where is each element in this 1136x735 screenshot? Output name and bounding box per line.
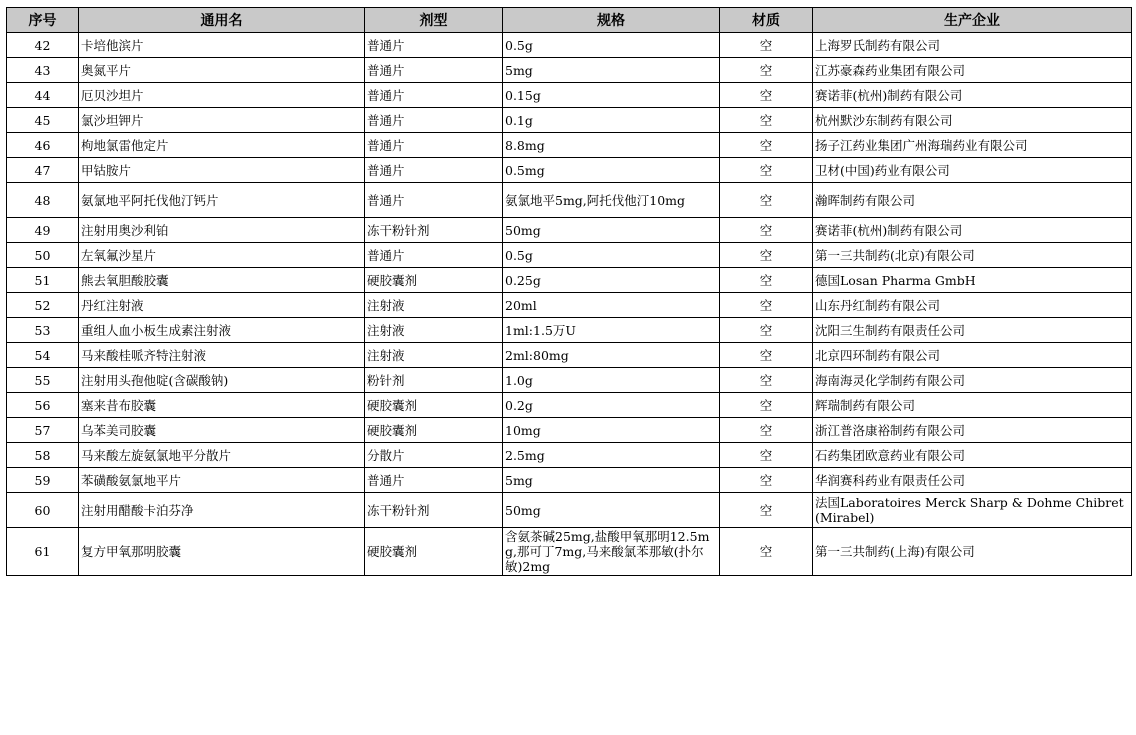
- table-row: [7, 158, 1132, 183]
- cell-maker[interactable]: 第一三共制药(北京)有限公司: [813, 243, 1132, 268]
- cell-spec[interactable]: 20ml: [503, 293, 720, 318]
- cell-form[interactable]: 粉针剂: [365, 368, 503, 393]
- cell-maker[interactable]: 赛诺菲(杭州)制药有限公司: [813, 83, 1132, 108]
- cell-maker[interactable]: 沈阳三生制药有限责任公司: [813, 318, 1132, 343]
- cell-no[interactable]: 59: [7, 468, 79, 493]
- cell-form[interactable]: 普通片: [365, 108, 503, 133]
- cell-name[interactable]: 左氧氟沙星片: [79, 243, 365, 268]
- drug-list-table: [6, 7, 1132, 576]
- cell-name[interactable]: 甲钴胺片: [79, 158, 365, 183]
- cell-material[interactable]: 空: [720, 183, 813, 218]
- cell-spec[interactable]: 0.5mg: [503, 158, 720, 183]
- cell-material[interactable]: 空: [720, 468, 813, 493]
- table-row: [7, 83, 1132, 108]
- cell-no[interactable]: 43: [7, 58, 79, 83]
- table-row: [7, 58, 1132, 83]
- cell-no[interactable]: 50: [7, 243, 79, 268]
- cell-no[interactable]: 45: [7, 108, 79, 133]
- table-row: [7, 268, 1132, 293]
- table-row: [7, 293, 1132, 318]
- cell-spec[interactable]: 2.5mg: [503, 443, 720, 468]
- cell-form[interactable]: 硬胶囊剂: [365, 418, 503, 443]
- table-row: [7, 343, 1132, 368]
- table-row: [7, 468, 1132, 493]
- cell-no[interactable]: 61: [7, 528, 79, 576]
- table-row: [7, 183, 1132, 218]
- cell-form[interactable]: 普通片: [365, 468, 503, 493]
- cell-material[interactable]: 空: [720, 243, 813, 268]
- cell-maker[interactable]: 上海罗氏制药有限公司: [813, 33, 1132, 58]
- table-row: [7, 368, 1132, 393]
- cell-spec[interactable]: 0.2g: [503, 393, 720, 418]
- cell-form[interactable]: 普通片: [365, 133, 503, 158]
- cell-no[interactable]: 46: [7, 133, 79, 158]
- header-cell-name[interactable]: 通用名: [79, 8, 365, 33]
- cell-name[interactable]: 苯磺酸氨氯地平片: [79, 468, 365, 493]
- cell-name[interactable]: 氨氯地平阿托伐他汀钙片: [79, 183, 365, 218]
- cell-material[interactable]: 空: [720, 58, 813, 83]
- table-row: [7, 493, 1132, 528]
- table-row: [7, 393, 1132, 418]
- cell-name[interactable]: 乌苯美司胶囊: [79, 418, 365, 443]
- cell-no[interactable]: 52: [7, 293, 79, 318]
- header-cell-spec[interactable]: 规格: [503, 8, 720, 33]
- cell-maker[interactable]: 北京四环制药有限公司: [813, 343, 1132, 368]
- cell-no[interactable]: 44: [7, 83, 79, 108]
- table-row: [7, 33, 1132, 58]
- cell-name[interactable]: 马来酸左旋氨氯地平分散片: [79, 443, 365, 468]
- cell-name[interactable]: 丹红注射液: [79, 293, 365, 318]
- cell-maker[interactable]: 华润赛科药业有限责任公司: [813, 468, 1132, 493]
- cell-spec[interactable]: 1.0g: [503, 368, 720, 393]
- cell-material[interactable]: 空: [720, 33, 813, 58]
- cell-name[interactable]: 熊去氧胆酸胶囊: [79, 268, 365, 293]
- cell-name[interactable]: 马来酸桂哌齐特注射液: [79, 343, 365, 368]
- cell-form[interactable]: 硬胶囊剂: [365, 393, 503, 418]
- cell-spec[interactable]: 50mg: [503, 493, 720, 528]
- cell-form[interactable]: 注射液: [365, 293, 503, 318]
- cell-material[interactable]: 空: [720, 158, 813, 183]
- cell-material[interactable]: 空: [720, 293, 813, 318]
- cell-maker[interactable]: 海南海灵化学制药有限公司: [813, 368, 1132, 393]
- cell-form[interactable]: 分散片: [365, 443, 503, 468]
- cell-maker[interactable]: 卫材(中国)药业有限公司: [813, 158, 1132, 183]
- cell-spec[interactable]: 0.1g: [503, 108, 720, 133]
- cell-form[interactable]: 冻干粉针剂: [365, 493, 503, 528]
- table-row: [7, 418, 1132, 443]
- cell-spec[interactable]: 5mg: [503, 58, 720, 83]
- table-row: [7, 218, 1132, 243]
- cell-spec[interactable]: 8.8mg: [503, 133, 720, 158]
- header-cell-material[interactable]: 材质: [720, 8, 813, 33]
- cell-form[interactable]: 普通片: [365, 33, 503, 58]
- cell-maker[interactable]: 杭州默沙东制药有限公司: [813, 108, 1132, 133]
- cell-material[interactable]: 空: [720, 368, 813, 393]
- cell-no[interactable]: 56: [7, 393, 79, 418]
- cell-name[interactable]: 卡培他滨片: [79, 33, 365, 58]
- cell-name[interactable]: 奥氮平片: [79, 58, 365, 83]
- cell-name[interactable]: 复方甲氧那明胶囊: [79, 528, 365, 576]
- cell-name[interactable]: 枸地氯雷他定片: [79, 133, 365, 158]
- cell-maker[interactable]: 山东丹红制药有限公司: [813, 293, 1132, 318]
- table-row: [7, 108, 1132, 133]
- cell-maker[interactable]: 瀚晖制药有限公司: [813, 183, 1132, 218]
- cell-form[interactable]: 硬胶囊剂: [365, 268, 503, 293]
- cell-maker[interactable]: 第一三共制药(上海)有限公司: [813, 528, 1132, 576]
- cell-material[interactable]: 空: [720, 218, 813, 243]
- table-row: [7, 318, 1132, 343]
- cell-material[interactable]: 空: [720, 528, 813, 576]
- cell-no[interactable]: 54: [7, 343, 79, 368]
- cell-form[interactable]: 普通片: [365, 243, 503, 268]
- cell-spec[interactable]: 0.5g: [503, 243, 720, 268]
- cell-no[interactable]: 47: [7, 158, 79, 183]
- cell-spec[interactable]: 50mg: [503, 218, 720, 243]
- cell-material[interactable]: 空: [720, 343, 813, 368]
- cell-name[interactable]: 注射用头孢他啶(含碳酸钠): [79, 368, 365, 393]
- cell-spec[interactable]: 5mg: [503, 468, 720, 493]
- cell-name[interactable]: 氯沙坦钾片: [79, 108, 365, 133]
- cell-no[interactable]: 58: [7, 443, 79, 468]
- cell-spec[interactable]: 0.5g: [503, 33, 720, 58]
- cell-spec[interactable]: 10mg: [503, 418, 720, 443]
- cell-form[interactable]: 普通片: [365, 183, 503, 218]
- cell-no[interactable]: 55: [7, 368, 79, 393]
- cell-name[interactable]: 注射用奥沙利铂: [79, 218, 365, 243]
- cell-no[interactable]: 51: [7, 268, 79, 293]
- cell-no[interactable]: 42: [7, 33, 79, 58]
- cell-material[interactable]: 空: [720, 83, 813, 108]
- cell-no[interactable]: 49: [7, 218, 79, 243]
- cell-material[interactable]: 空: [720, 268, 813, 293]
- cell-spec[interactable]: 氨氯地平5mg,阿托伐他汀10mg: [503, 183, 720, 218]
- cell-form[interactable]: 普通片: [365, 58, 503, 83]
- header-cell-maker[interactable]: 生产企业: [813, 8, 1132, 33]
- cell-material[interactable]: 空: [720, 493, 813, 528]
- cell-no[interactable]: 53: [7, 318, 79, 343]
- cell-name[interactable]: 注射用醋酸卡泊芬净: [79, 493, 365, 528]
- cell-form[interactable]: 硬胶囊剂: [365, 528, 503, 576]
- cell-form[interactable]: 普通片: [365, 83, 503, 108]
- cell-material[interactable]: 空: [720, 393, 813, 418]
- cell-no[interactable]: 57: [7, 418, 79, 443]
- table-row: [7, 443, 1132, 468]
- cell-form[interactable]: 冻干粉针剂: [365, 218, 503, 243]
- cell-maker[interactable]: 法国Laboratoires Merck Sharp & Dohme Chibret (Mirabel): [813, 493, 1132, 528]
- cell-material[interactable]: 空: [720, 443, 813, 468]
- cell-material[interactable]: 空: [720, 108, 813, 133]
- cell-no[interactable]: 60: [7, 493, 79, 528]
- cell-spec[interactable]: 含氨茶碱25mg,盐酸甲氧那明12.5mg,那可丁7mg,马来酸氯苯那敏(扑尔敏)2mg: [503, 528, 720, 576]
- cell-maker[interactable]: 德国Losan Pharma GmbH: [813, 268, 1132, 293]
- header-row: [7, 8, 1132, 33]
- cell-maker[interactable]: 江苏豪森药业集团有限公司: [813, 58, 1132, 83]
- cell-material[interactable]: 空: [720, 133, 813, 158]
- header-cell-no[interactable]: 序号: [7, 8, 79, 33]
- cell-maker[interactable]: 扬子江药业集团广州海瑞药业有限公司: [813, 133, 1132, 158]
- cell-material[interactable]: 空: [720, 318, 813, 343]
- cell-spec[interactable]: 2ml:80mg: [503, 343, 720, 368]
- cell-material[interactable]: 空: [720, 418, 813, 443]
- header-cell-form[interactable]: 剂型: [365, 8, 503, 33]
- cell-form[interactable]: 普通片: [365, 158, 503, 183]
- cell-spec[interactable]: 0.15g: [503, 83, 720, 108]
- cell-maker[interactable]: 赛诺菲(杭州)制药有限公司: [813, 218, 1132, 243]
- table-row: [7, 243, 1132, 268]
- cell-spec[interactable]: 1ml:1.5万U: [503, 318, 720, 343]
- cell-name[interactable]: 重组人血小板生成素注射液: [79, 318, 365, 343]
- cell-maker[interactable]: 石药集团欧意药业有限公司: [813, 443, 1132, 468]
- cell-name[interactable]: 塞来昔布胶囊: [79, 393, 365, 418]
- table-row: [7, 528, 1132, 576]
- cell-name[interactable]: 厄贝沙坦片: [79, 83, 365, 108]
- cell-form[interactable]: 注射液: [365, 343, 503, 368]
- cell-form[interactable]: 注射液: [365, 318, 503, 343]
- cell-maker[interactable]: 浙江普洛康裕制药有限公司: [813, 418, 1132, 443]
- table-row: [7, 133, 1132, 158]
- cell-no[interactable]: 48: [7, 183, 79, 218]
- cell-maker[interactable]: 辉瑞制药有限公司: [813, 393, 1132, 418]
- cell-spec[interactable]: 0.25g: [503, 268, 720, 293]
